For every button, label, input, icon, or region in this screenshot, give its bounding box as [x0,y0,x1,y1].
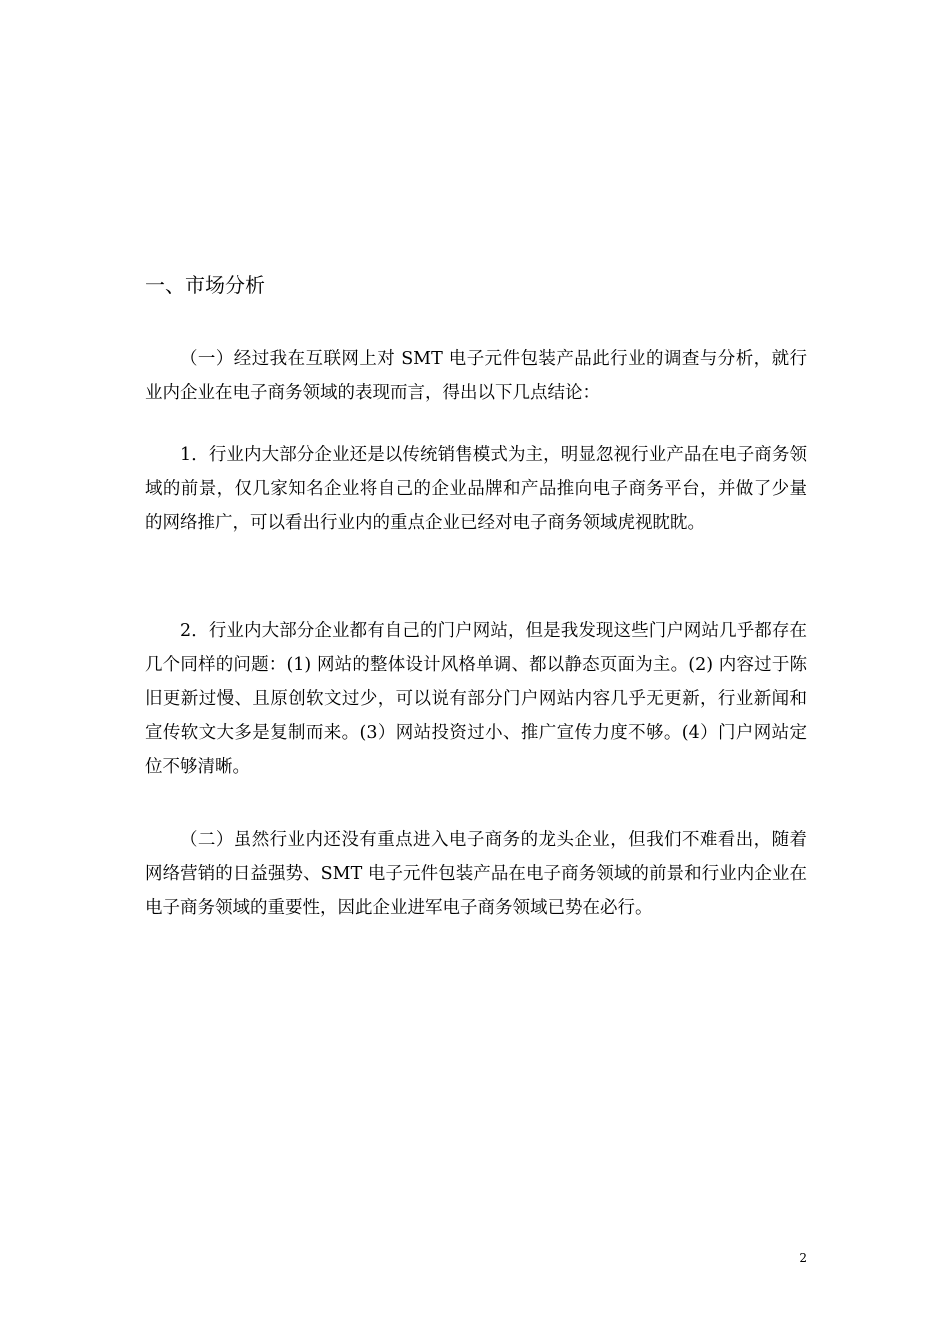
paragraph-intro: （一）经过我在互联网上对 SMT 电子元件包装产品此行业的调查与分析，就行业内企业在电子商务领域的表现而言，得出以下几点结论： [145,349,807,403]
paragraph-point-1: 1．行业内大部分企业还是以传统销售模式为主，明显忽视行业产品在电子商务领域的前景，仅几家知名企业将自己的企业品牌和产品推向电子商务平台，并做了少量的网络推广，可以看出行业内的重点企业已经对电子商务领域虎视眈眈。 [145,445,807,533]
paragraph-point-2: 2．行业内大部分企业都有自己的门户网站，但是我发现这些门户网站几乎都存在几个同样的问题：(1) 网站的整体设计风格单调、都以静态页面为主。(2) 内容过于陈旧更新过慢、且原创软文过少，可以说有部分门户网站内容几乎无更新，行业新闻和宣传软文大多是复制而来。(3）网站投资过小、推广宣传力度不够。(4）门户网站定位不够清晰。 [145,621,807,777]
page-number: 2 [799,1251,807,1265]
paragraph-conclusion: （二）虽然行业内还没有重点进入电子商务的龙头企业，但我们不难看出，随着网络营销的日益强势、SMT 电子元件包装产品在电子商务领域的前景和行业内企业在电子商务领域的重要性，因此企业进军电子商务领域已势在必行。 [145,830,807,918]
section-heading: 一、市场分析 [145,273,265,297]
